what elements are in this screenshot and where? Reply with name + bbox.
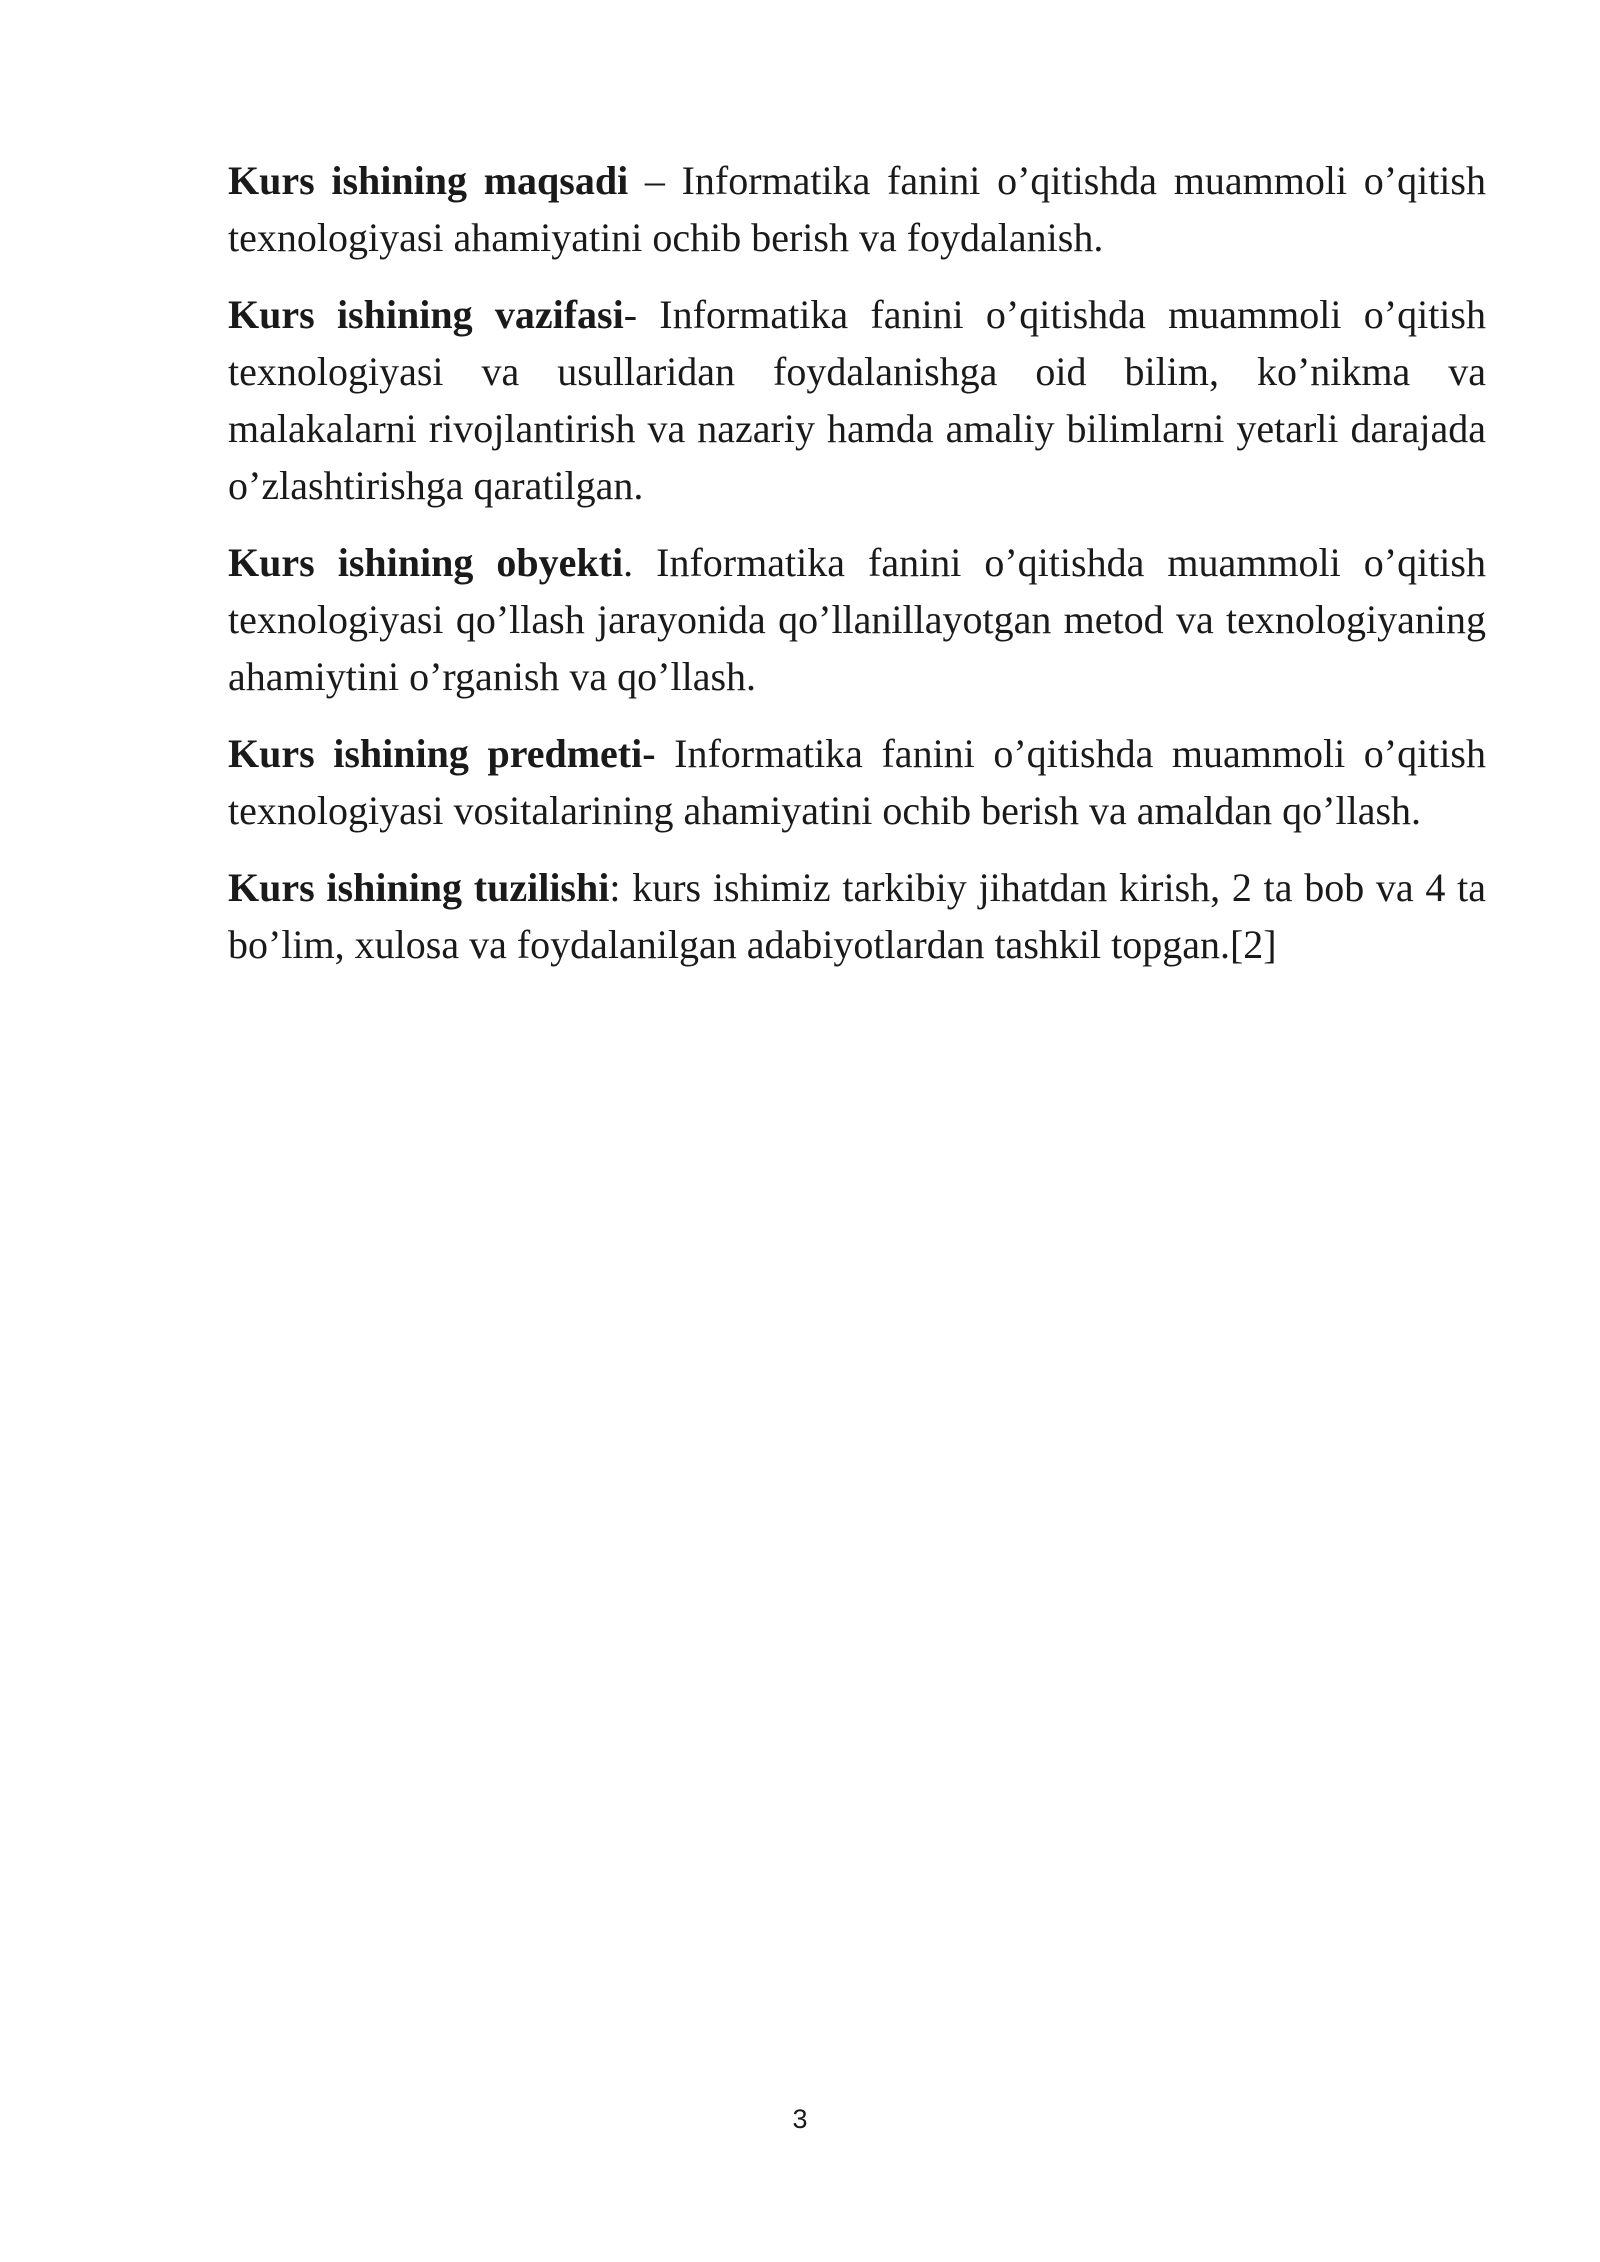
page-number: 3 xyxy=(792,2104,808,2134)
paragraph-obyekti xyxy=(228,534,1486,705)
paragraph-predmeti xyxy=(228,725,1486,839)
paragraph-term: Kurs ishining tuzilishi xyxy=(228,865,610,910)
paragraph-term: Kurs ishining vazifasi xyxy=(228,292,624,337)
paragraph-maqsadi xyxy=(228,152,1486,266)
paragraph-text: – Informatika fanini o’qitishda muammoli o’qitish texnologiyasi ahamiyatini ochib berish va foydalanish. xyxy=(228,158,1486,260)
paragraph-term: Kurs ishining obyekti xyxy=(228,540,624,585)
page-content xyxy=(228,152,1486,993)
paragraph-term: Kurs ishining predmeti- xyxy=(228,731,656,776)
paragraph-vazifasi xyxy=(228,286,1486,514)
paragraph-text: - Informatika fanini o’qitishda muammoli o’qitish texnologiyasi va usullaridan foydalanishga oid bilim, ko’nikma va malakalarni rivojlantirish va nazariy hamda amaliy bilimlarni yetarli darajada o’zlashtirishga qaratilgan. xyxy=(228,292,1486,508)
paragraph-text: Informatika fanini o’qitishda muammoli o’qitish texnologiyasi vositalarining ahamiyatini ochib berish va amaldan qo’llash. xyxy=(228,731,1487,833)
paragraph-term: Kurs ishining maqsadi xyxy=(228,158,629,203)
paragraph-text: . Informatika fanini o’qitishda muammoli o’qitish texnologiyasi qo’llash jarayonida qo’llanillayotgan metod va texnologiyaning ahamiytini o’rganish va qo’llash. xyxy=(228,540,1486,699)
paragraph-tuzilishi xyxy=(228,859,1486,973)
paragraph-text: : kurs ishimiz tarkibiy jihatdan kirish, 2 ta bob va 4 ta bo’lim, xulosa va foydalanilgan adabiyotlardan tashkil topgan.[2] xyxy=(228,865,1486,967)
